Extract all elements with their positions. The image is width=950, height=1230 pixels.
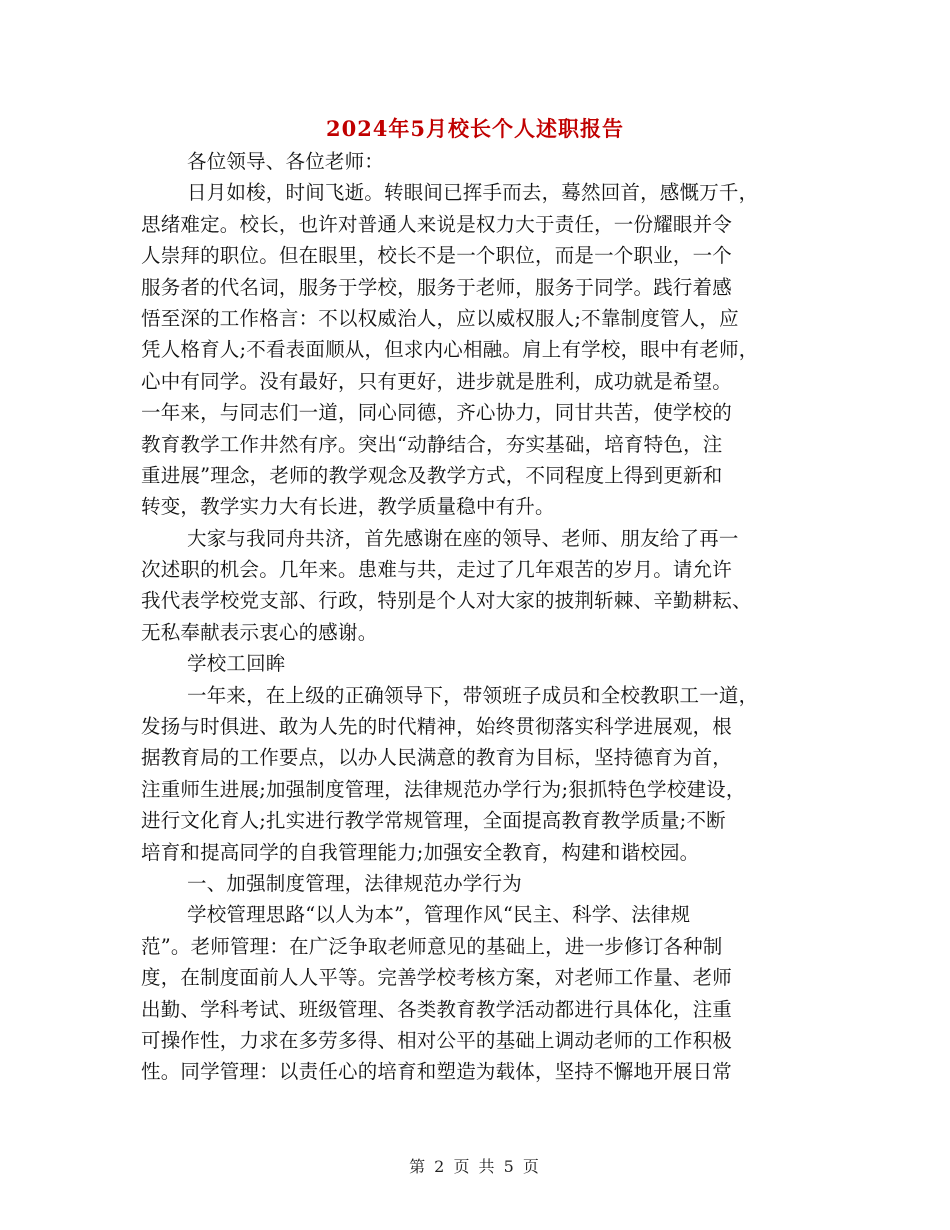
page-number-footer: 第 2 页 共 5 页 [409,1157,541,1176]
text-line: 据教育局的工作要点，以办人民满意的教育为目标，坚持德育为首， [141,746,733,770]
text-line: 注重师生进展;加强制度管理，法律规范办学行为;狠抓特色学校建设， [141,777,746,801]
text-line: 次述职的机会。几年来。患难与共，走过了几年艰苦的岁月。请允许 [141,558,733,582]
text-line: 范”。老师管理：在广泛争取老师意见的基础上，进一步修订各种制 [141,934,723,958]
text-line: 发扬与时俱进、敢为人先的时代精神，始终贯彻落实科学进展观，根 [141,715,733,739]
text-line: 转变，教学实力大有长进，教学质量稳中有升。 [141,495,555,519]
text-line: 各位领导、各位老师： [187,150,385,173]
document-body [141,146,811,1088]
text-line: 度，在制度面前人人平等。完善学校考核方案，对老师工作量、老师 [141,966,733,990]
text-line: 服务者的代名词，服务于学校，服务于老师，服务于同学。践行着感 [141,275,733,299]
text-line: 重进展”理念，老师的教学观念及教学方式，不同程度上得到更新和 [141,463,723,487]
text-line: 大家与我同舟共济，首先感谢在座的领导、老师、朋友给了再一 [187,526,739,550]
text-line: 性。同学管理：以责任心的培育和塑造为载体，坚持不懈地开展日常 [141,1060,733,1084]
text-line: 心中有同学。没有最好，只有更好，进步就是胜利，成功就是希望。 [141,369,733,393]
text-line: 人崇拜的职位。但在眼里，校长不是一个职位，而是一个职业，一个 [141,244,733,268]
text-line: 学校工回眸 [187,652,286,676]
text-line: 无私奉献表示衷心的感谢。 [141,620,378,644]
text-line: 培育和提高同学的自我管理能力;加强安全教育，构建和谐校园。 [141,840,700,864]
text-line: 可操作性，力求在多劳多得、相对公平的基础上调动老师的工作积极 [141,1028,733,1052]
document-title: 2024年5月校长个人述职报告 [325,116,625,141]
text-line: 一、加强制度管理，法律规范办学行为 [187,871,522,895]
text-line: 凭人格育人;不看表面顺从，但求内心相融。肩上有学校，眼中有老师， [141,338,759,362]
text-line: 教育教学工作井然有序。突出“动静结合，夯实基础，培育特色，注 [141,432,723,456]
text-line: 一年来，在上级的正确领导下，带领班子成员和全校教职工一道， [187,683,759,707]
text-line: 学校管理思路“以人为本”，管理作风“民主、科学、法律规 [187,903,691,927]
text-line: 悟至深的工作格言：不以权威治人，应以威权服人;不靠制度管人，应 [141,306,739,330]
text-line: 我代表学校党支部、行政，特别是个人对大家的披荆斩棘、辛勤耕耘、 [141,589,752,613]
text-line: 一年来，与同志们一道，同心同德，齐心协力，同甘共苦，使学校的 [141,401,733,425]
text-line: 思绪难定。校长，也许对普通人来说是权力大于责任，一份耀眼并令 [141,212,733,236]
text-line: 日月如梭，时间飞逝。转眼间已挥手而去，蓦然回首，感慨万千， [187,181,759,205]
text-line: 出勤、学科考试、班级管理、各类教育教学活动都进行具体化，注重 [141,997,733,1021]
text-line: 进行文化育人;扎实进行教学常规管理，全面提高教育教学质量;不断 [141,809,726,833]
